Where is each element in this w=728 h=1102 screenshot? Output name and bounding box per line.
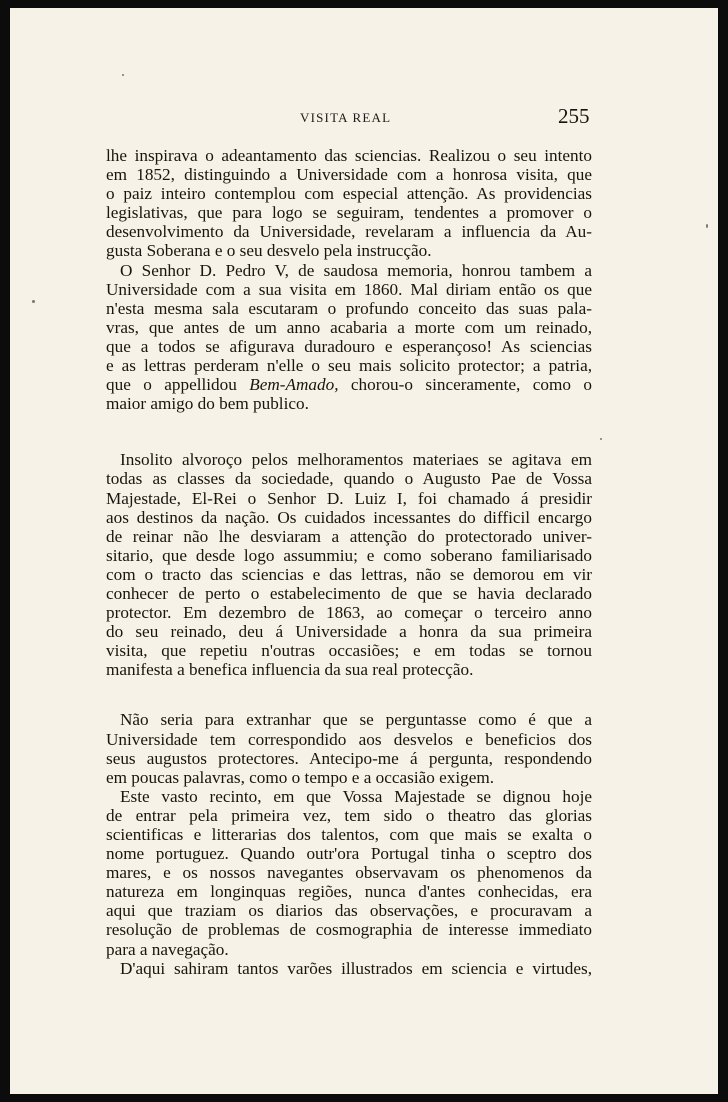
paragraph-3 bbox=[106, 450, 592, 679]
text-line: Universidade com a sua visita em 1860. Mal diriam então os que bbox=[106, 279, 592, 299]
scan-speck bbox=[122, 74, 124, 76]
paragraph-5 bbox=[106, 787, 592, 959]
text-line: resolução de problemas de cosmographia de interesse immediato bbox=[106, 920, 592, 940]
text-line: lhe inspirava o adeantamento das sciencias. Realizou o seu intento bbox=[106, 146, 592, 165]
text-line: do seu reinado, deu á Universidade a honra da sua primeira bbox=[106, 622, 592, 642]
text-line: mares, e os nossos navegantes observavam os phenomenos da bbox=[106, 863, 592, 883]
text-line: e as lettras perderam n'elle o seu mais solicito protector; a patria, bbox=[106, 356, 592, 376]
text-line: com o tracto das sciencias e das lettras, não se demorou em vir bbox=[106, 564, 592, 584]
scan-speck bbox=[32, 300, 35, 303]
body-text bbox=[106, 146, 592, 978]
text-line: vras, que antes de um anno acabaria a morte com um reinado, bbox=[106, 317, 592, 337]
text-line: D'aqui sahiram tantos varões illustrados em sciencia e virtudes, bbox=[120, 958, 592, 978]
text-line: scientificas e litterarias dos talentos, com que mais se exalta o bbox=[106, 825, 592, 844]
text-line: Majestade, El-Rei o Senhor D. Luiz I, foi chamado á presidir bbox=[106, 488, 592, 508]
text-line: n'esta mesma sala escutaram o profundo conceito das suas pala- bbox=[106, 298, 592, 318]
scan-speck bbox=[600, 438, 602, 440]
text-run: chorou-o sinceramente, como o bbox=[338, 375, 592, 395]
text-line: visita, que repetiu n'outras occasiões; e em todas se tornou bbox=[106, 641, 592, 661]
text-line: Não seria para extranhar que se perguntasse como é que a bbox=[120, 710, 592, 730]
book-page bbox=[10, 8, 718, 1094]
section-gap bbox=[106, 413, 592, 450]
text-line: sitario, que desde logo assummiu; e como soberano familiarisado bbox=[106, 545, 592, 565]
text-run: que o appellidou bbox=[106, 375, 250, 395]
text-line: de reinar não lhe desviaram a attenção do protectorado univer- bbox=[106, 526, 592, 546]
text-line: maior amigo do bem publico. bbox=[106, 394, 309, 414]
text-line: o paiz inteiro contemplou com especial attenção. As providencias bbox=[106, 184, 592, 204]
text-line: em poucas palavras, como o tempo e a occasião exigem. bbox=[106, 767, 495, 787]
text-line: manifesta a benefica influencia da sua real protecção. bbox=[106, 660, 474, 680]
text-line: aos destinos da nação. Os cuidados incessantes do difficil encargo bbox=[106, 507, 592, 527]
text-line: que a todos se afigurava duradouro e esperançoso! As sciencias bbox=[106, 336, 592, 356]
section-gap bbox=[106, 679, 592, 710]
page-header bbox=[10, 104, 718, 134]
text-line: em 1852, distinguindo a Universidade com a honrosa visita, que bbox=[106, 165, 592, 185]
text-line: de entrar pela primeira vez, tem sido o theatro das glorias bbox=[106, 805, 592, 825]
text-line: Universidade tem correspondido aos desvelos e beneficios dos bbox=[106, 729, 592, 749]
text-line: seus augustos protectores. Antecipo-me á pergunta, respondendo bbox=[106, 748, 592, 768]
text-line: para a navegação. bbox=[106, 939, 229, 959]
paragraph-2 bbox=[106, 261, 592, 414]
text-line: aqui que traziam os diarios das observações, e procuravam a bbox=[106, 901, 592, 921]
paragraph-1 bbox=[106, 146, 592, 261]
text-line-with-italic bbox=[106, 375, 592, 394]
paragraph-6 bbox=[106, 959, 592, 978]
text-line: protector. Em dezembro de 1863, ao começar o terceiro anno bbox=[106, 603, 592, 623]
paragraph-4 bbox=[106, 710, 592, 786]
text-line: Insolito alvoroço pelos melhoramentos materiaes se agitava em bbox=[120, 450, 592, 470]
text-line: conhecer de perto o estabelecimento de que se havia declarado bbox=[106, 583, 592, 603]
text-line: desenvolvimento da Universidade, revelaram a influencia da Au- bbox=[106, 222, 592, 242]
text-line: Este vasto recinto, em que Vossa Majestade se dignou hoje bbox=[120, 786, 592, 806]
text-line: natureza em longinquas regiões, nunca d'antes conhecidas, era bbox=[106, 882, 592, 902]
scan-speck bbox=[706, 224, 708, 228]
italic-epithet: Bem-Amado, bbox=[249, 375, 339, 395]
text-line: legislativas, que para logo se seguiram, tendentes a promover o bbox=[106, 203, 592, 223]
text-line: todas as classes da sociedade, quando o Augusto Pae de Vossa bbox=[106, 469, 592, 489]
text-line: gusta Soberana e o seu desvelo pela instrucção. bbox=[106, 241, 432, 261]
page-number: 255 bbox=[558, 104, 590, 128]
text-line: nome portuguez. Quando outr'ora Portugal tinha o sceptro dos bbox=[106, 844, 592, 864]
text-line: O Senhor D. Pedro V, de saudosa memoria, honrou tambem a bbox=[120, 260, 592, 280]
running-title: VISITA REAL bbox=[300, 110, 392, 125]
